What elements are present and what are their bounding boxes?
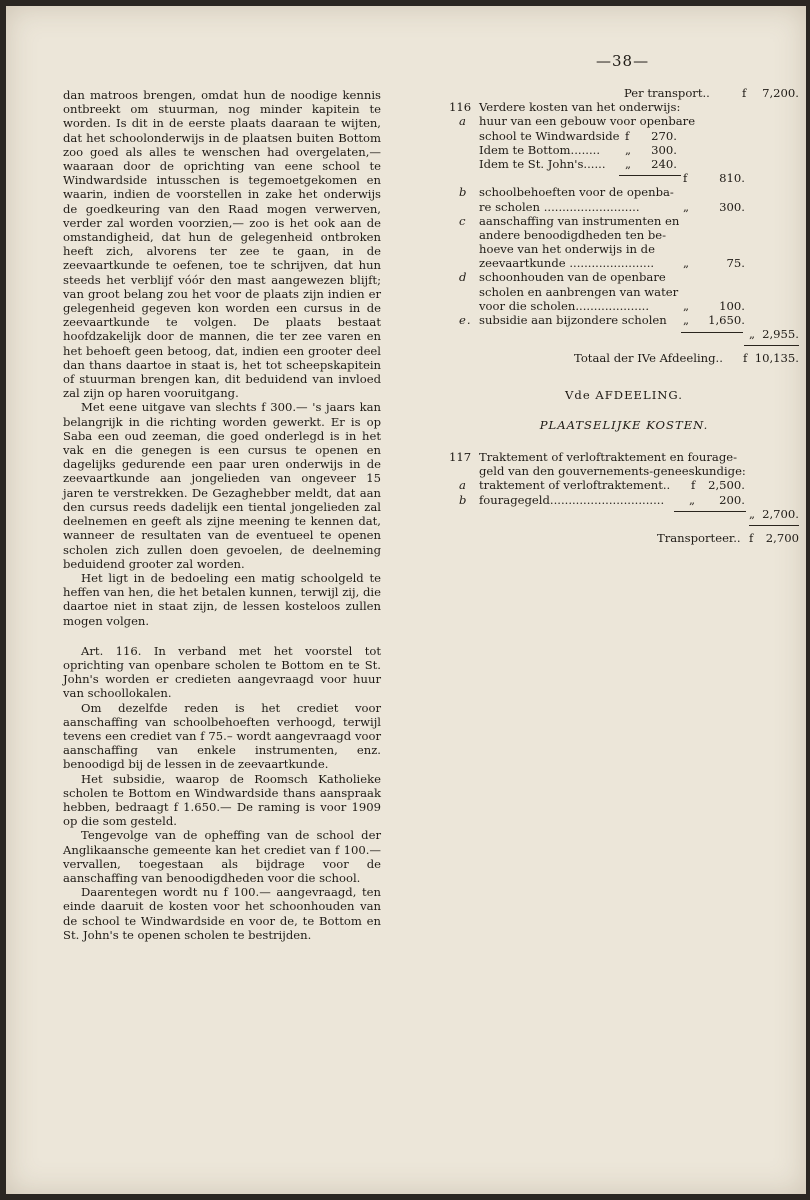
- art-117-item-b-letter: b: [459, 492, 468, 507]
- totaal-row: [449, 351, 799, 365]
- paragraph: Het subsidie, waarop de Roomsch Katholieke scholen te Bottom en Windwardside thans aanspraak hebben, bedraagt f 1.650.— De raming is voor 1909 op die som gesteld.: [63, 771, 381, 829]
- budget-column: [449, 86, 799, 545]
- item-b-row: [449, 185, 799, 199]
- art-117-item-b-row: [449, 493, 799, 507]
- item-e-amount: 1,650.: [708, 313, 745, 327]
- paragraph-art-116: Art. 116. In verband met het voorstel tot oprichting van openbare scholen te Bottom en te St. John's worden er credieten aangevraagd voor huur van schoollokalen.: [63, 643, 381, 701]
- item-d-letter: d: [459, 270, 468, 285]
- art-116-sum-row: [449, 327, 799, 341]
- totaal-amount: 10,135.: [754, 351, 799, 366]
- item-b-amount: 300.: [719, 199, 745, 214]
- total-rule: [744, 345, 799, 346]
- art-116-sum-currency: „: [749, 327, 756, 342]
- item-a-bottom-text: Idem te Bottom........: [479, 142, 601, 157]
- art-117-title-cont: geld van den gouvernements-geneeskundige:: [479, 464, 746, 479]
- subtotal-rule: [619, 175, 681, 176]
- item-c-text-cont: zeevaartkunde .......................: [479, 256, 655, 271]
- document-page: [6, 6, 806, 1194]
- item-d-text-cont: voor die scholen....................: [479, 298, 650, 313]
- art-116-title-row: [449, 100, 799, 114]
- item-a-total-amount: 810.: [719, 171, 745, 186]
- item-a-row: [449, 114, 799, 128]
- item-a-text: huur van een gebouw voor openbare: [479, 114, 696, 129]
- item-c-row-2: [449, 228, 799, 242]
- item-a-stjohns-text: Idem te St. John's......: [479, 156, 606, 171]
- sum-rule: [681, 332, 743, 333]
- art-117-title-row: [449, 450, 799, 464]
- item-a-stjohns-amount: 240.: [651, 156, 677, 171]
- item-c-text-cont: andere benoodigdheden ten be-: [479, 227, 667, 242]
- totaal-rule-row: [449, 341, 799, 351]
- item-c-row: [449, 214, 799, 228]
- paragraph: Het ligt in de bedoeling een matig schoolgeld te heffen van hen, die het betalen kunnen, terwijl zij, die daartoe niet in staat zijn, de lessen kosteloos zullen mogen volgen.: [63, 570, 381, 628]
- item-b-text-cont: re scholen ..........................: [479, 199, 640, 214]
- art-117-item-a-currency: f: [691, 478, 696, 493]
- section-subheading: PLAATSELIJKE KOSTEN.: [539, 417, 709, 432]
- art-116-title: Verdere kosten van het onderwijs:: [479, 100, 681, 115]
- paragraph: Daarentegen wordt nu f 100.— aangevraagd, ten einde daaruit de kosten voor het schoonhouden van de school te Windwardside en voor de, te Bottom en St. John's te openen scholen te bestrijden.: [63, 885, 381, 942]
- item-a-bottom-amount: 300.: [651, 142, 677, 157]
- item-e-currency: „: [683, 313, 690, 327]
- item-d-row-2: [449, 285, 799, 299]
- art-117-item-a-amount: 2,500.: [708, 478, 745, 493]
- art-116-number: 116: [449, 100, 472, 115]
- item-b-amount-row: [449, 200, 799, 214]
- item-c-amount: 75.: [726, 256, 745, 271]
- transporteer-amount: 2,700: [765, 530, 799, 545]
- item-a-windwardside-amount: 270.: [651, 128, 677, 143]
- item-a-windwardside-text: school te Windwardside: [479, 128, 620, 143]
- item-c-row-3: [449, 242, 799, 256]
- art-116-sum-amount: 2,955.: [762, 327, 799, 342]
- item-c-text: aanschaffing van instrumenten en: [479, 213, 680, 228]
- item-d-currency: „: [683, 298, 690, 313]
- item-e-text: subsidie aan bijzondere scholen: [479, 313, 667, 327]
- art-117-sum-amount: 2,700.: [762, 506, 799, 521]
- transporteer-rule-row: [449, 521, 799, 531]
- item-e-row: [449, 313, 799, 327]
- item-e-letter: e.: [459, 313, 472, 327]
- item-b-letter: b: [459, 185, 468, 200]
- totaal-currency: f: [743, 351, 748, 366]
- per-transport-amount: 7,200.: [762, 86, 799, 100]
- transporteer-label: Transporteer..: [657, 530, 741, 545]
- item-d-text-cont: scholen en aanbrengen van water: [479, 284, 679, 299]
- art-117-title: Traktement of verloftraktement en fourage-: [479, 449, 738, 464]
- item-a-total-row: [449, 171, 799, 185]
- item-d-amount: 100.: [719, 298, 745, 313]
- item-a-stjohns-currency: „: [625, 156, 632, 171]
- art-117-sum-row: [449, 507, 799, 521]
- item-a-windwardside-row: [449, 129, 799, 143]
- section-heading: Vde AFDEELING.: [565, 387, 683, 402]
- art-117-sum-currency: „: [749, 506, 756, 521]
- item-a-total-currency: f: [683, 171, 688, 186]
- art-117-number: 117: [449, 449, 472, 464]
- item-d-amount-row: [449, 299, 799, 313]
- item-b-text: schoolbehoeften voor de openba-: [479, 185, 674, 200]
- sum-rule: [674, 511, 746, 512]
- art-117-item-b-text: fouragegeld...............................: [479, 492, 665, 507]
- per-transport-row: [449, 86, 799, 100]
- art-117-title-row-2: [449, 464, 799, 478]
- item-a-bottom-row: [449, 143, 799, 157]
- art-117-item-b-currency: „: [689, 492, 696, 507]
- art-117-item-b-amount: 200.: [719, 492, 745, 507]
- item-c-currency: „: [683, 256, 690, 271]
- item-d-row: [449, 270, 799, 284]
- paragraph: dan matroos brengen, omdat hun de noodige kennis ontbreekt om stuurman, nog minder kapitein te worden. Is dit in de eerste plaats daaraan te wijten, dat het schoolonderwijs in de plaatsen buiten Bottom zoo goed als alles te wenschen had overgelaten,— waaraan door de oprichting van eene school te Windwardside intusschen is tegemoetgekomen en waarin, indien de voorstellen in zake het onderwijs de goedkeuring van den Raad mogen verwerven, verder zal worden voorzien,— zoo is het ook aan de omstandigheid, dat hun de gelegenheid ontbroken heeft zich, alvorens ter zee te gaan, in de zeevaartkunde te oefenen, toe te schrijven, dat hun steeds het verblijf vóór den mast aangewezen blijft; van groot belang zou het voor de plaats zijn indien er gelegenheid gegeven kon worden een cursus in de zeevaartkunde te volgen. De plaats bestaat hoofdzakelijk door de mannen, die ter zee varen en het behoeft geen betoog, dat, indien een grooter deel dan thans daartoe in staat is, het tot scheepskapitein of stuurman brengen kan, dit beduidend van invloed zal zijn op haren vooruitgang.: [63, 88, 381, 401]
- explanation-column: [63, 88, 381, 942]
- item-a-stjohns-row: [449, 157, 799, 171]
- paragraph: Tengevolge van de opheffing van de school der Anglikaansche gemeente kan het crediet van f 100.— vervallen, toegestaan als bijdrage voor de aanschaffing van benoodigdheden voor die school.: [63, 828, 381, 885]
- item-a-bottom-currency: „: [625, 142, 632, 157]
- art-117-item-a-letter: a: [459, 478, 467, 493]
- totaal-label: Totaal der IVe Afdeeling..: [574, 351, 723, 366]
- paragraph: Met eene uitgave van slechts f 300.— 's jaars kan belangrijk in die richting worden gewerkt. Er is op Saba een oud zeeman, die goed onderlegd is in het vak en die genegen is een cursus te openen en dagelijks gedurende een paar uren onderwijs in de zeevaartkunde aan jongelieden van ongeveer 15 jaren te verstrekken. De Gezaghebber meldt, dat aan den cursus reeds dadelijk een tiental jongelieden zal deelnemen en geeft als zijne meening te kennen dat, wanneer de resultaten van de eventueel te openen scholen zich zullen doen gevoelen, de deelneming beduidend grooter zal worden.: [63, 400, 381, 571]
- per-transport-label: Per transport..: [624, 86, 710, 100]
- art-117-item-a-text: traktement of verloftraktement..: [479, 478, 671, 493]
- transporteer-row: [449, 531, 799, 545]
- item-c-text-cont: hoeve van het onderwijs in de: [479, 242, 655, 257]
- item-a-windwardside-currency: f: [625, 128, 630, 143]
- item-c-amount-row: [449, 256, 799, 270]
- transport-rule: [749, 525, 799, 526]
- paragraph: Om dezelfde reden is het crediet voor aanschaffing van schoolbehoeften verhoogd, terwijl tevens een crediet van f 75.– wordt aangevraagd voor aanschaffing van enkele instrumenten, enz. benoodigd bij de lessen in de zeevaartkunde.: [63, 700, 381, 772]
- item-b-currency: „: [683, 199, 690, 214]
- per-transport-currency: f: [742, 86, 747, 100]
- transporteer-currency: f: [749, 530, 754, 545]
- item-c-letter: c: [459, 213, 467, 228]
- item-d-text: schoonhouden van de openbare: [479, 270, 666, 285]
- art-117-item-a-row: [449, 478, 799, 492]
- page-number: —38—: [596, 52, 650, 70]
- item-a-letter: a: [459, 114, 467, 129]
